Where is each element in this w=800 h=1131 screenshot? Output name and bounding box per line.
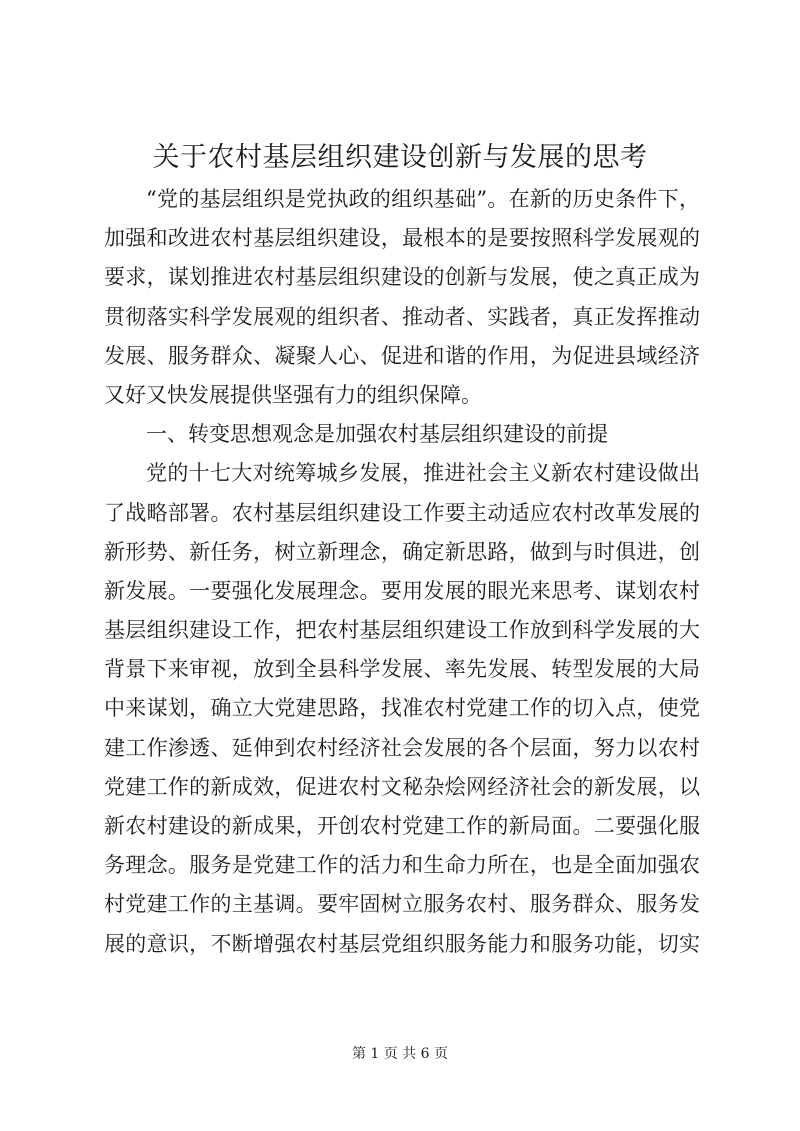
paragraph-line: 务理念。服务是党建工作的活力和生命力所在，也是全面加强农 — [104, 853, 700, 878]
paragraph-line: 党的十七大对统筹城乡发展，推进社会主义新农村建设做出 — [146, 461, 700, 486]
paragraph-line: 党建工作的新成效，促进农村文秘杂烩网经济社会的新发展，以 — [104, 774, 700, 799]
paragraph-line: 村党建工作的主基调。要牢固树立服务农村、服务群众、服务发 — [104, 892, 700, 917]
paragraph-line: 建工作渗透、延伸到农村经济社会发展的各个层面，努力以农村 — [104, 735, 700, 760]
paragraph-line: 中来谋划，确立大党建思路，找准农村党建工作的切入点，使党 — [104, 696, 700, 721]
paragraph-line: 又好又快发展提供坚强有力的组织保障。 — [104, 382, 482, 407]
paragraph-line: 基层组织建设工作，把农村基层组织建设工作放到科学发展的大 — [104, 618, 700, 643]
paragraph-line: 发展、服务群众、凝聚人心、促进和谐的作用，为促进县域经济 — [104, 343, 700, 368]
document-body — [104, 180, 700, 964]
paragraph-line: 展的意识，不断增强农村基层党组织服务能力和服务功能，切实 — [104, 931, 700, 956]
paragraph-line: “党的基层组织是党执政的组织基础”。在新的历史条件下， — [146, 187, 700, 211]
paragraph-line: 新农村建设的新成果，开创农村党建工作的新局面。二要强化服 — [104, 814, 700, 838]
paragraph-line: 加强和改进农村基层组织建设，最根本的是要按照科学发展观的 — [104, 226, 700, 251]
paragraph-line: 贯彻落实科学发展观的组织者、推动者、实践者，真正发挥推动 — [104, 304, 700, 329]
paragraph-line: 新形势、新任务，树立新理念，确定新思路，做到与时俱进，创 — [104, 539, 700, 564]
paragraph-line: 新发展。一要强化发展理念。要用发展的眼光来思考、谋划农村 — [104, 578, 700, 603]
paragraph-line: 了战略部署。农村基层组织建设工作要主动适应农村改革发展的 — [104, 500, 700, 525]
document-title: 关于农村基层组织建设创新与发展的思考 — [152, 142, 648, 173]
page-number-footer: 第 1 页 共 6 页 — [351, 1046, 449, 1062]
section-heading: 一、转变思想观念是加强农村基层组织建设的前提 — [146, 422, 608, 447]
paragraph-line: 背景下来审视，放到全县科学发展、率先发展、转型发展的大局 — [104, 657, 700, 682]
paragraph-line: 要求，谋划推进农村基层组织建设的创新与发展，使之真正成为 — [104, 265, 700, 290]
